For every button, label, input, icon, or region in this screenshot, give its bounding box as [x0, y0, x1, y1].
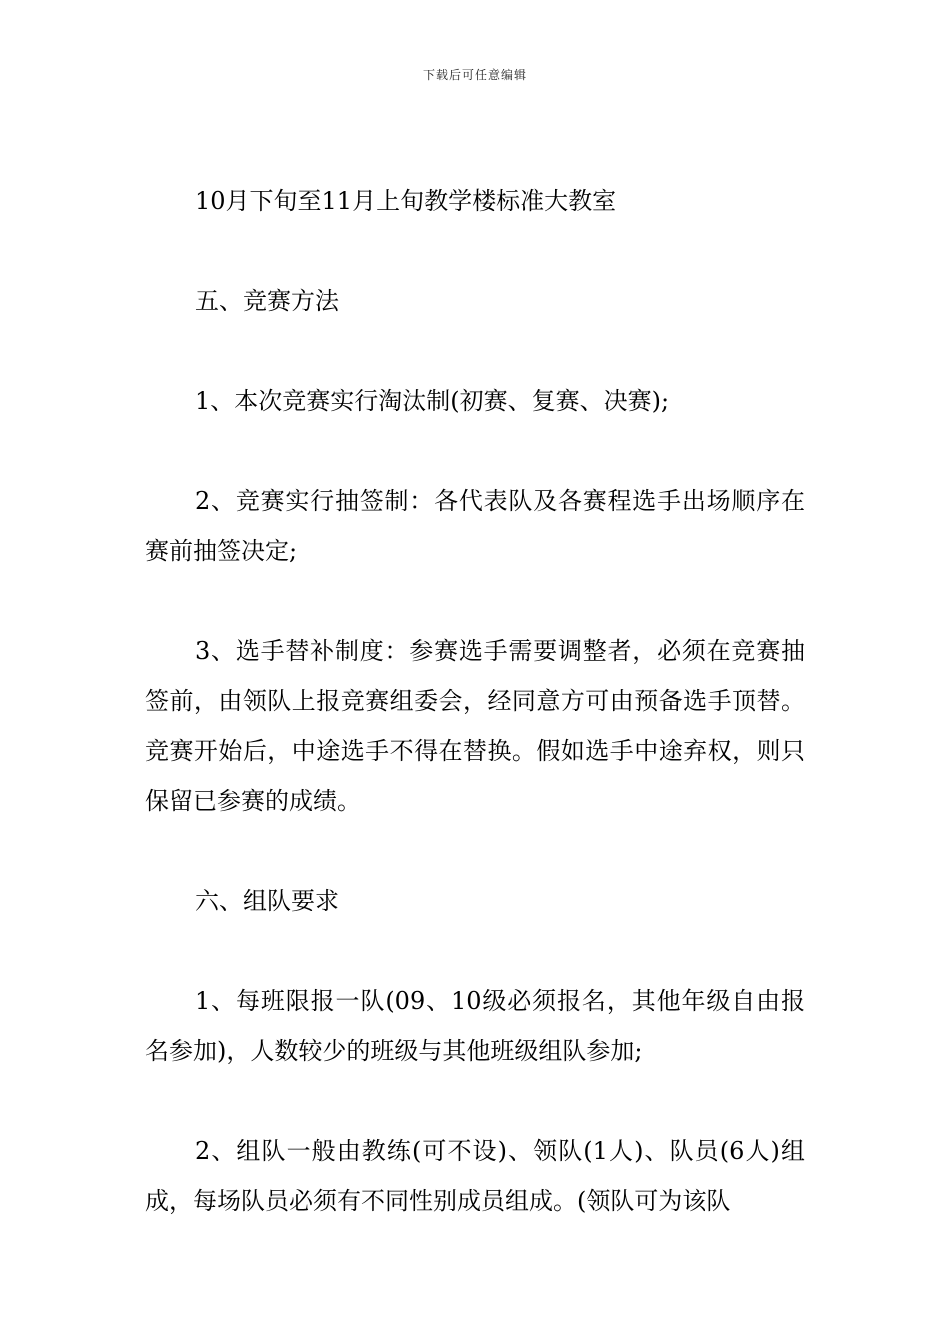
document-body	[145, 176, 805, 1226]
section-heading-competition-method: 五、竞赛方法	[195, 287, 339, 315]
paragraph-team-1: 1、每班限报一队(09、10级必须报名，其他年级自由报名参加)，人数较少的班级与其他班级组队参加;	[145, 987, 805, 1065]
section-heading-team-requirements: 六、组队要求	[195, 887, 339, 915]
paragraph-team-2: 2、组队一般由教练(可不设)、领队(1人)、队员(6人)组成，每场队员必须有不同性别成员组成。(领队可为该队	[145, 1137, 805, 1215]
paragraph-venue: 10月下旬至11月上旬教学楼标准大教室	[195, 187, 617, 215]
header-note: 下载后可任意编辑	[422, 68, 527, 82]
paragraph-method-2: 2、竞赛实行抽签制：各代表队及各赛程选手出场顺序在赛前抽签决定;	[145, 487, 805, 565]
paragraph-method-3: 3、选手替补制度：参赛选手需要调整者，必须在竞赛抽签前，由领队上报竞赛组委会，经同意方可由预备选手顶替。竞赛开始后，中途选手不得在替换。假如选手中途弃权，则只保留已参赛的成绩。	[145, 637, 805, 815]
paragraph-method-1: 1、本次竞赛实行淘汰制(初赛、复赛、决赛);	[195, 387, 670, 415]
